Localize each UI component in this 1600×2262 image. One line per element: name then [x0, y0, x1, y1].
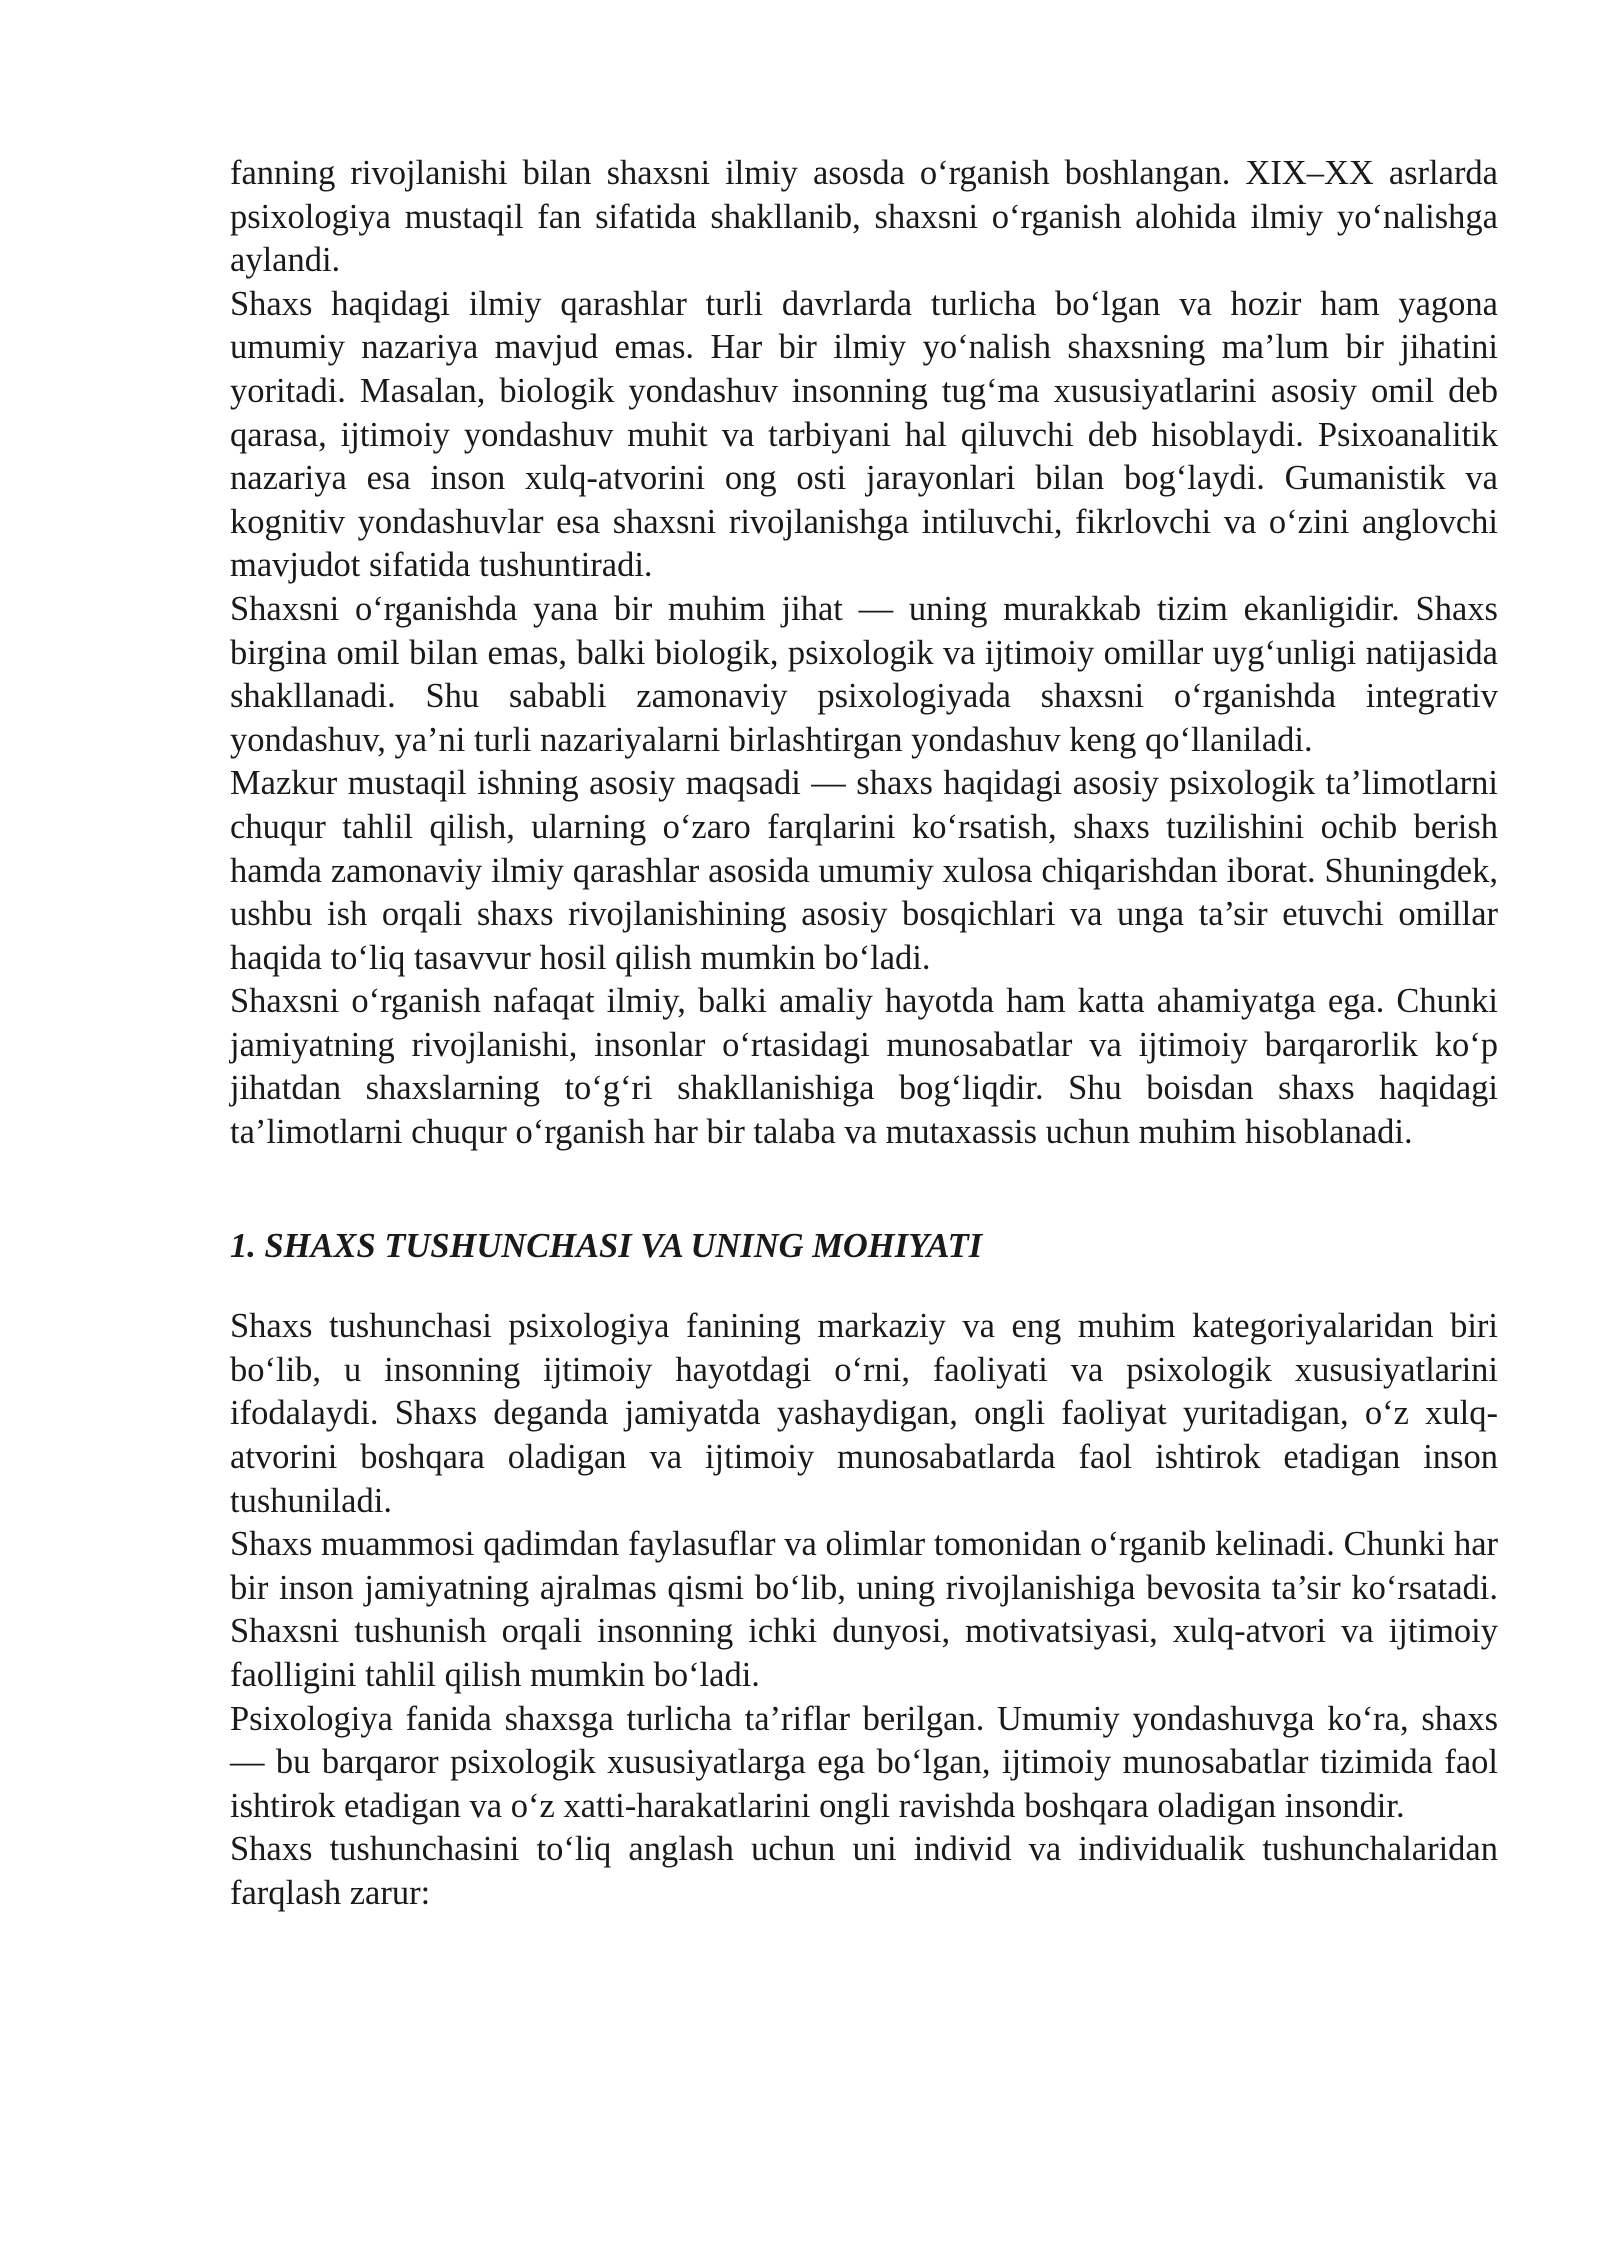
section-paragraph-1: Shaxs tushunchasi psixologiya fanining markaziy va eng muhim kategoriyalaridan biri bo‘lib, u insonning ijtimoiy hayotdagi o‘rni, faoliyati va psixologik xususiyatlarini ifodalaydi. Shaxs deganda jamiyatda yashaydigan, ongli faoliyat yuritadigan, o‘z xulq-atvorini boshqara oladigan va ijtimoiy munosabatlarda faol ishtirok etadigan inson tushuniladi.	[230, 1307, 1498, 1520]
section-paragraph-2: Shaxs muammosi qadimdan faylasuflar va olimlar tomonidan o‘rganib kelinadi. Chunki har bir inson jamiyatning ajralmas qismi bo‘lib, uning rivojlanishiga bevosita ta’sir ko‘rsatadi. Shaxsni tushunish orqali insonning ichki dunyosi, motivatsiyasi, xulq-atvori va ijtimoiy faolligini tahlil qilish mumkin bo‘ladi.	[230, 1525, 1498, 1694]
section-paragraph-3: Psixologiya fanida shaxsga turlicha ta’riflar berilgan. Umumiy yondashuvga ko‘ra, shaxs — bu barqaror psixologik xususiyatlarga ega bo‘lgan, ijtimoiy munosabatlar tizimida faol ishtirok etadigan va o‘z xatti-harakatlarini ongli ravishda boshqara oladigan insondir.	[230, 1699, 1498, 1825]
page-content	[230, 152, 1498, 1916]
section-paragraph-4: Shaxs tushunchasini to‘liq anglash uchun uni individ va individualik tushunchalaridan farqlash zarur:	[230, 1830, 1498, 1912]
section-heading: 1. SHAXS TUSHUNCHASI VA UNING MOHIYATI	[230, 1226, 983, 1265]
intro-paragraph-1: fanning rivojlanishi bilan shaxsni ilmiy asosda o‘rganish boshlangan. XIX–XX asrlarda psixologiya mustaqil fan sifatida shakllanib, shaxsni o‘rganish alohida ilmiy yo‘nalishga aylandi.	[230, 154, 1498, 280]
intro-paragraph-2: Shaxs haqidagi ilmiy qarashlar turli davrlarda turlicha bo‘lgan va hozir ham yagona umumiy nazariya mavjud emas. Har bir ilmiy yo‘nalish shaxsning ma’lum bir jihatini yoritadi. Masalan, biologik yondashuv insonning tug‘ma xususiyatlarini asosiy omil deb qarasa, ijtimoiy yondashuv muhit va tarbiyani hal qiluvchi deb hisoblaydi. Psixoanalitik nazariya esa inson xulq-atvorini ong osti jarayonlari bilan bog‘laydi. Gumanistik va kognitiv yondashuvlar esa shaxsni rivojlanishga intiluvchi, fikrlovchi va o‘zini anglovchi mavjudot sifatida tushuntiradi.	[230, 284, 1498, 585]
intro-paragraph-3: Shaxsni o‘rganishda yana bir muhim jihat — uning murakkab tizim ekanligidir. Shaxs birgina omil bilan emas, balki biologik, psixologik va ijtimoiy omillar uyg‘unligi natijasida shakllanadi. Shu sababli zamonaviy psixologiyada shaxsni o‘rganishda integrativ yondashuv, ya’ni turli nazariyalarni birlashtirgan yondashuv keng qo‘llaniladi.	[230, 589, 1498, 759]
intro-paragraph-4: Mazkur mustaqil ishning asosiy maqsadi — shaxs haqidagi asosiy psixologik ta’limotlarni chuqur tahlil qilish, ularning o‘zaro farqlarini ko‘rsatish, shaxs tuzilishini ochib berish hamda zamonaviy ilmiy qarashlar asosida umumiy xulosa chiqarishdan iborat. Shuningdek, ushbu ish orqali shaxs rivojlanishining asosiy bosqichlari va unga ta’sir etuvchi omillar haqida to‘liq tasavvur hosil qilish mumkin bo‘ladi.	[230, 764, 1498, 977]
intro-paragraph-5: Shaxsni o‘rganish nafaqat ilmiy, balki amaliy hayotda ham katta ahamiyatga ega. Chunki jamiyatning rivojlanishi, insonlar o‘rtasidagi munosabatlar va ijtimoiy barqarorlik ko‘p jihatdan shaxslarning to‘g‘ri shakllanishiga bog‘liqdir. Shu boisdan shaxs haqidagi ta’limotlarni chuqur o‘rganish har bir talaba va mutaxassis uchun muhim hisoblanadi.	[230, 982, 1498, 1152]
